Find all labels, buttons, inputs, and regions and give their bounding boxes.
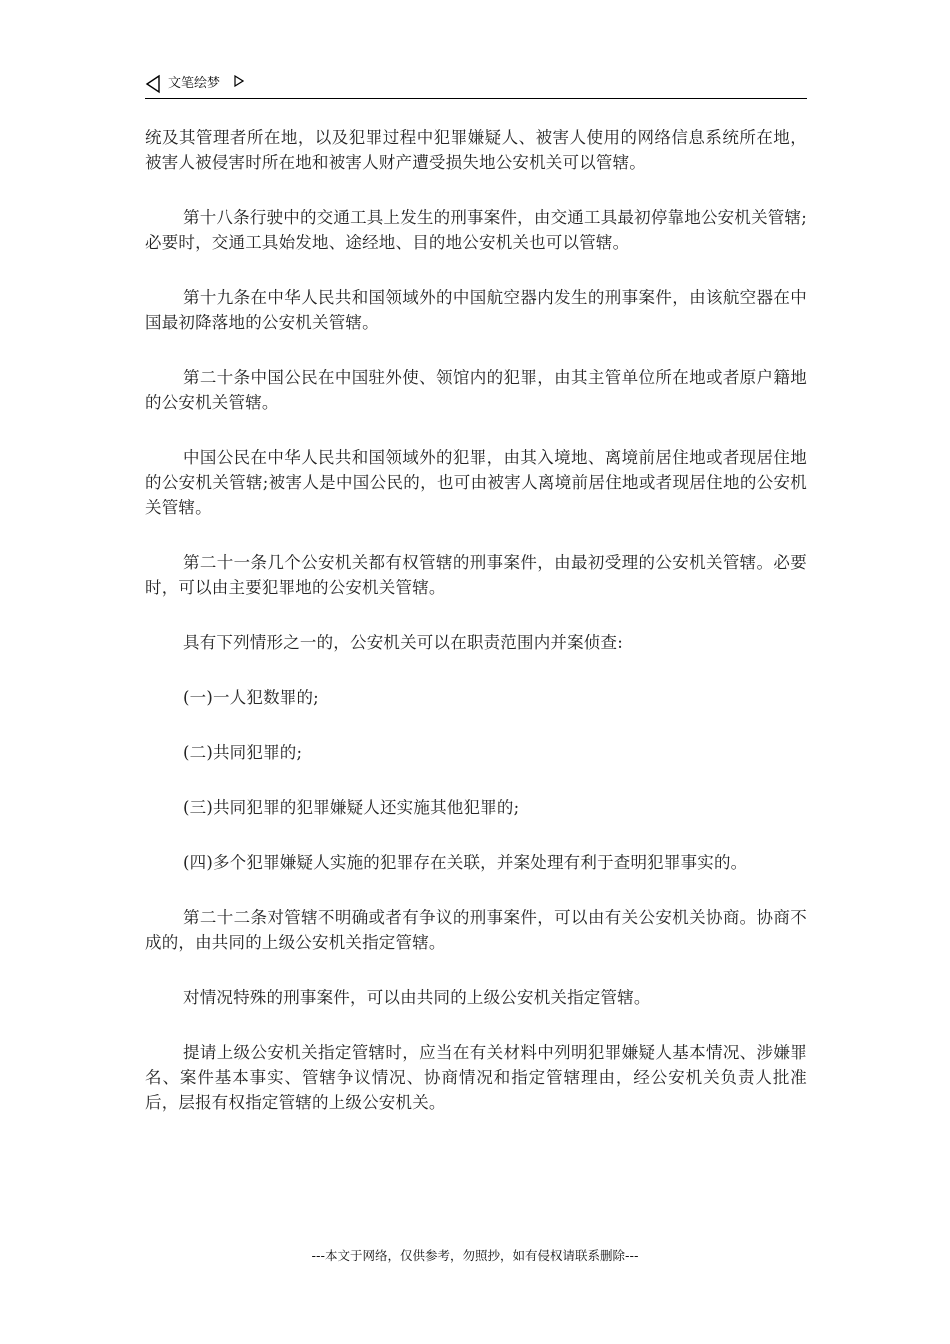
paragraph: 第二十二条对管辖不明确或者有争议的刑事案件，可以由有关公安机关协商。协商不成的，由共同的上级公安机关指定管辖。	[145, 908, 807, 952]
paragraph: 中国公民在中华人民共和国领域外的犯罪，由其入境地、离境前居住地或者现居住地的公安机关管辖;被害人是中国公民的，也可由被害人离境前居住地或者现居住地的公安机关管辖。	[145, 448, 807, 517]
page-header	[145, 74, 807, 99]
paragraph: 提请上级公安机关指定管辖时，应当在有关材料中列明犯罪嫌疑人基本情况、涉嫌罪名、案件基本事实、管辖争议情况、协商情况和指定管辖理由，经公安机关负责人批准后，层报有权指定管辖的上级公安机关。	[145, 1043, 807, 1112]
paragraph: 第十九条在中华人民共和国领域外的中国航空器内发生的刑事案件，由该航空器在中国最初降落地的公安机关管辖。	[145, 288, 807, 332]
paragraph: 对情况特殊的刑事案件，可以由共同的上级公安机关指定管辖。	[183, 988, 651, 1007]
right-triangle-arrow-icon	[234, 75, 244, 87]
brand-title: 文笔绘梦	[168, 76, 221, 91]
list-item: (二)共同犯罪的;	[183, 743, 303, 762]
footer-disclaimer: ---本文于网络，仅供参考，勿照抄，如有侵权请联系删除---	[311, 1248, 639, 1263]
paragraph: 具有下列情形之一的，公安机关可以在职责范围内并案侦查:	[183, 633, 623, 652]
document-body	[145, 125, 807, 1145]
list-item: (一)一人犯数罪的;	[183, 688, 319, 707]
list-item: (三)共同犯罪的犯罪嫌疑人还实施其他犯罪的;	[183, 798, 520, 817]
left-triangle-arrow-icon	[145, 74, 161, 94]
paragraph: 第二十一条几个公安机关都有权管辖的刑事案件，由最初受理的公安机关管辖。必要时，可以由主要犯罪地的公安机关管辖。	[145, 553, 807, 597]
paragraph: 第十八条行驶中的交通工具上发生的刑事案件，由交通工具最初停靠地公安机关管辖;必要时，交通工具始发地、途经地、目的地公安机关也可以管辖。	[145, 208, 807, 252]
list-item: (四)多个犯罪嫌疑人实施的犯罪存在关联，并案处理有利于查明犯罪事实的。	[183, 853, 748, 872]
paragraph: 第二十条中国公民在中国驻外使、领馆内的犯罪，由其主管单位所在地或者原户籍地的公安机关管辖。	[145, 368, 807, 412]
paragraph: 统及其管理者所在地，以及犯罪过程中犯罪嫌疑人、被害人使用的网络信息系统所在地，被害人被侵害时所在地和被害人财产遭受损失地公安机关可以管辖。	[145, 128, 807, 172]
